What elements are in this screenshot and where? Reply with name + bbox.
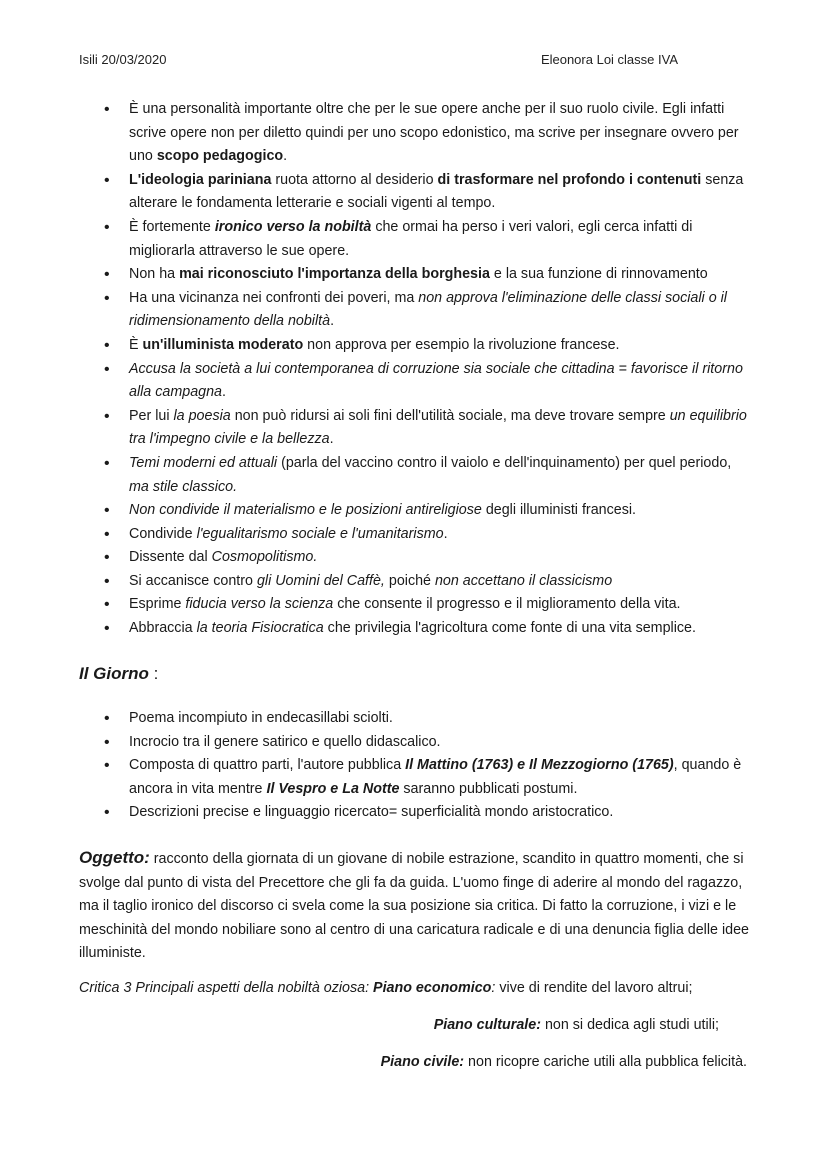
list-item: • È un'illuminista moderato non approva per esempio la rivoluzione francese. [0,334,749,358]
list-item: • Per lui la poesia non può ridursi ai soli fini dell'utilità sociale, ma deve trovare sempre un equilibrio tra l'impegno civile e la bellezza. [0,405,749,452]
list-item: • Condivide l'egualitarismo sociale e l'umanitarismo. [0,523,749,547]
list-item: • Poema incompiuto in endecasillabi sciolti. [0,707,749,731]
header-date: Isili 20/03/2020 [79,52,167,67]
list-item: • Non ha mai riconosciuto l'importanza della borghesia e la sua funzione di rinnovamento [0,263,749,287]
list-item: • Ha una vicinanza nei confronti dei poveri, ma non approva l'eliminazione delle classi sociali o il ridimensionamento della nobiltà. [0,287,749,334]
list-item: • Esprime fiducia verso la scienza che consente il progresso e il miglioramento della vita. [0,593,749,617]
section-heading-il-giorno: Il Giorno : [79,664,159,683]
list-item: • È una personalità importante oltre che per le sue opere anche per il suo ruolo civile. Egli infatti scrive opere non per diletto quindi per uno scopo edonistico, ma scrive per insegnare ovvero per uno scopo pedagogico. [0,98,749,169]
list-item: • Composta di quattro parti, l'autore pubblica Il Mattino (1763) e Il Mezzogiorno (1765), quando è ancora in vita mentre Il Vespro e La Notte saranno pubblicati postumi. [0,754,749,801]
list-item: • Dissente dal Cosmopolitismo. [0,546,749,570]
critica-line-culturale: Piano culturale: non si dedica agli studi utili; [433,1017,719,1033]
list-item: • È fortemente ironico verso la nobiltà che ormai ha perso i veri valori, egli cerca infatti di migliorarla attraverso le sue opere. [0,216,749,263]
list-item: • L'ideologia pariniana ruota attorno al desiderio di trasformare nel profondo i contenuti senza alterare le fondamenta letterarie e sociali vigenti al tempo. [0,169,749,216]
list-item: • Si accanisce contro gli Uomini del Caffè, poiché non accettano il classicismo [0,570,749,594]
list-item: • Temi moderni ed attuali (parla del vaccino contro il vaiolo e dell'inquinamento) per quel periodo, ma stile classico. [0,452,749,499]
list-item: • Non condivide il materialismo e le posizioni antireligiose degli illuministi francesi. [0,499,749,523]
list-item: • Accusa la società a lui contemporanea di corruzione sia sociale che cittadina = favorisce il ritorno alla campagna. [0,358,749,405]
list-item: • Abbraccia la teoria Fisiocratica che privilegia l'agricoltura come fonte di una vita semplice. [0,617,749,641]
header-author: Eleonora Loi classe IVA [540,52,678,67]
oggetto-label: Oggetto: [79,848,150,867]
list-item: • Incrocio tra il genere satirico e quello didascalico. [0,731,749,755]
critica-line-civile: Piano civile: non ricopre cariche utili alla pubblica felicità. [380,1054,747,1070]
oggetto-paragraph [79,846,751,966]
list-item: • Descrizioni precise e linguaggio ricercato= superficialità mondo aristocratico. [0,801,749,825]
parini-traits-list [0,98,749,641]
oggetto-text: racconto della giornata di un giovane di nobile estrazione, scandito in quattro momenti, che si svolge dal punto di vista del Precettore che gli fa da guida. L'uomo finge di aderire al mondo del ragazzo, ma il taglio ironico del discorso ci svela come la sua posizione sia critica. Di fatto la corruzione, i vizi e le meschinità del mondo nobiliare sono al centro di una caricatura radicale e di una denuncia figlia delle idee illuministe. [79,851,749,962]
critica-line-economico: Critica 3 Principali aspetti della nobiltà oziosa: Piano economico: vive di rendite del lavoro altrui; [79,980,693,996]
il-giorno-list [0,707,749,825]
